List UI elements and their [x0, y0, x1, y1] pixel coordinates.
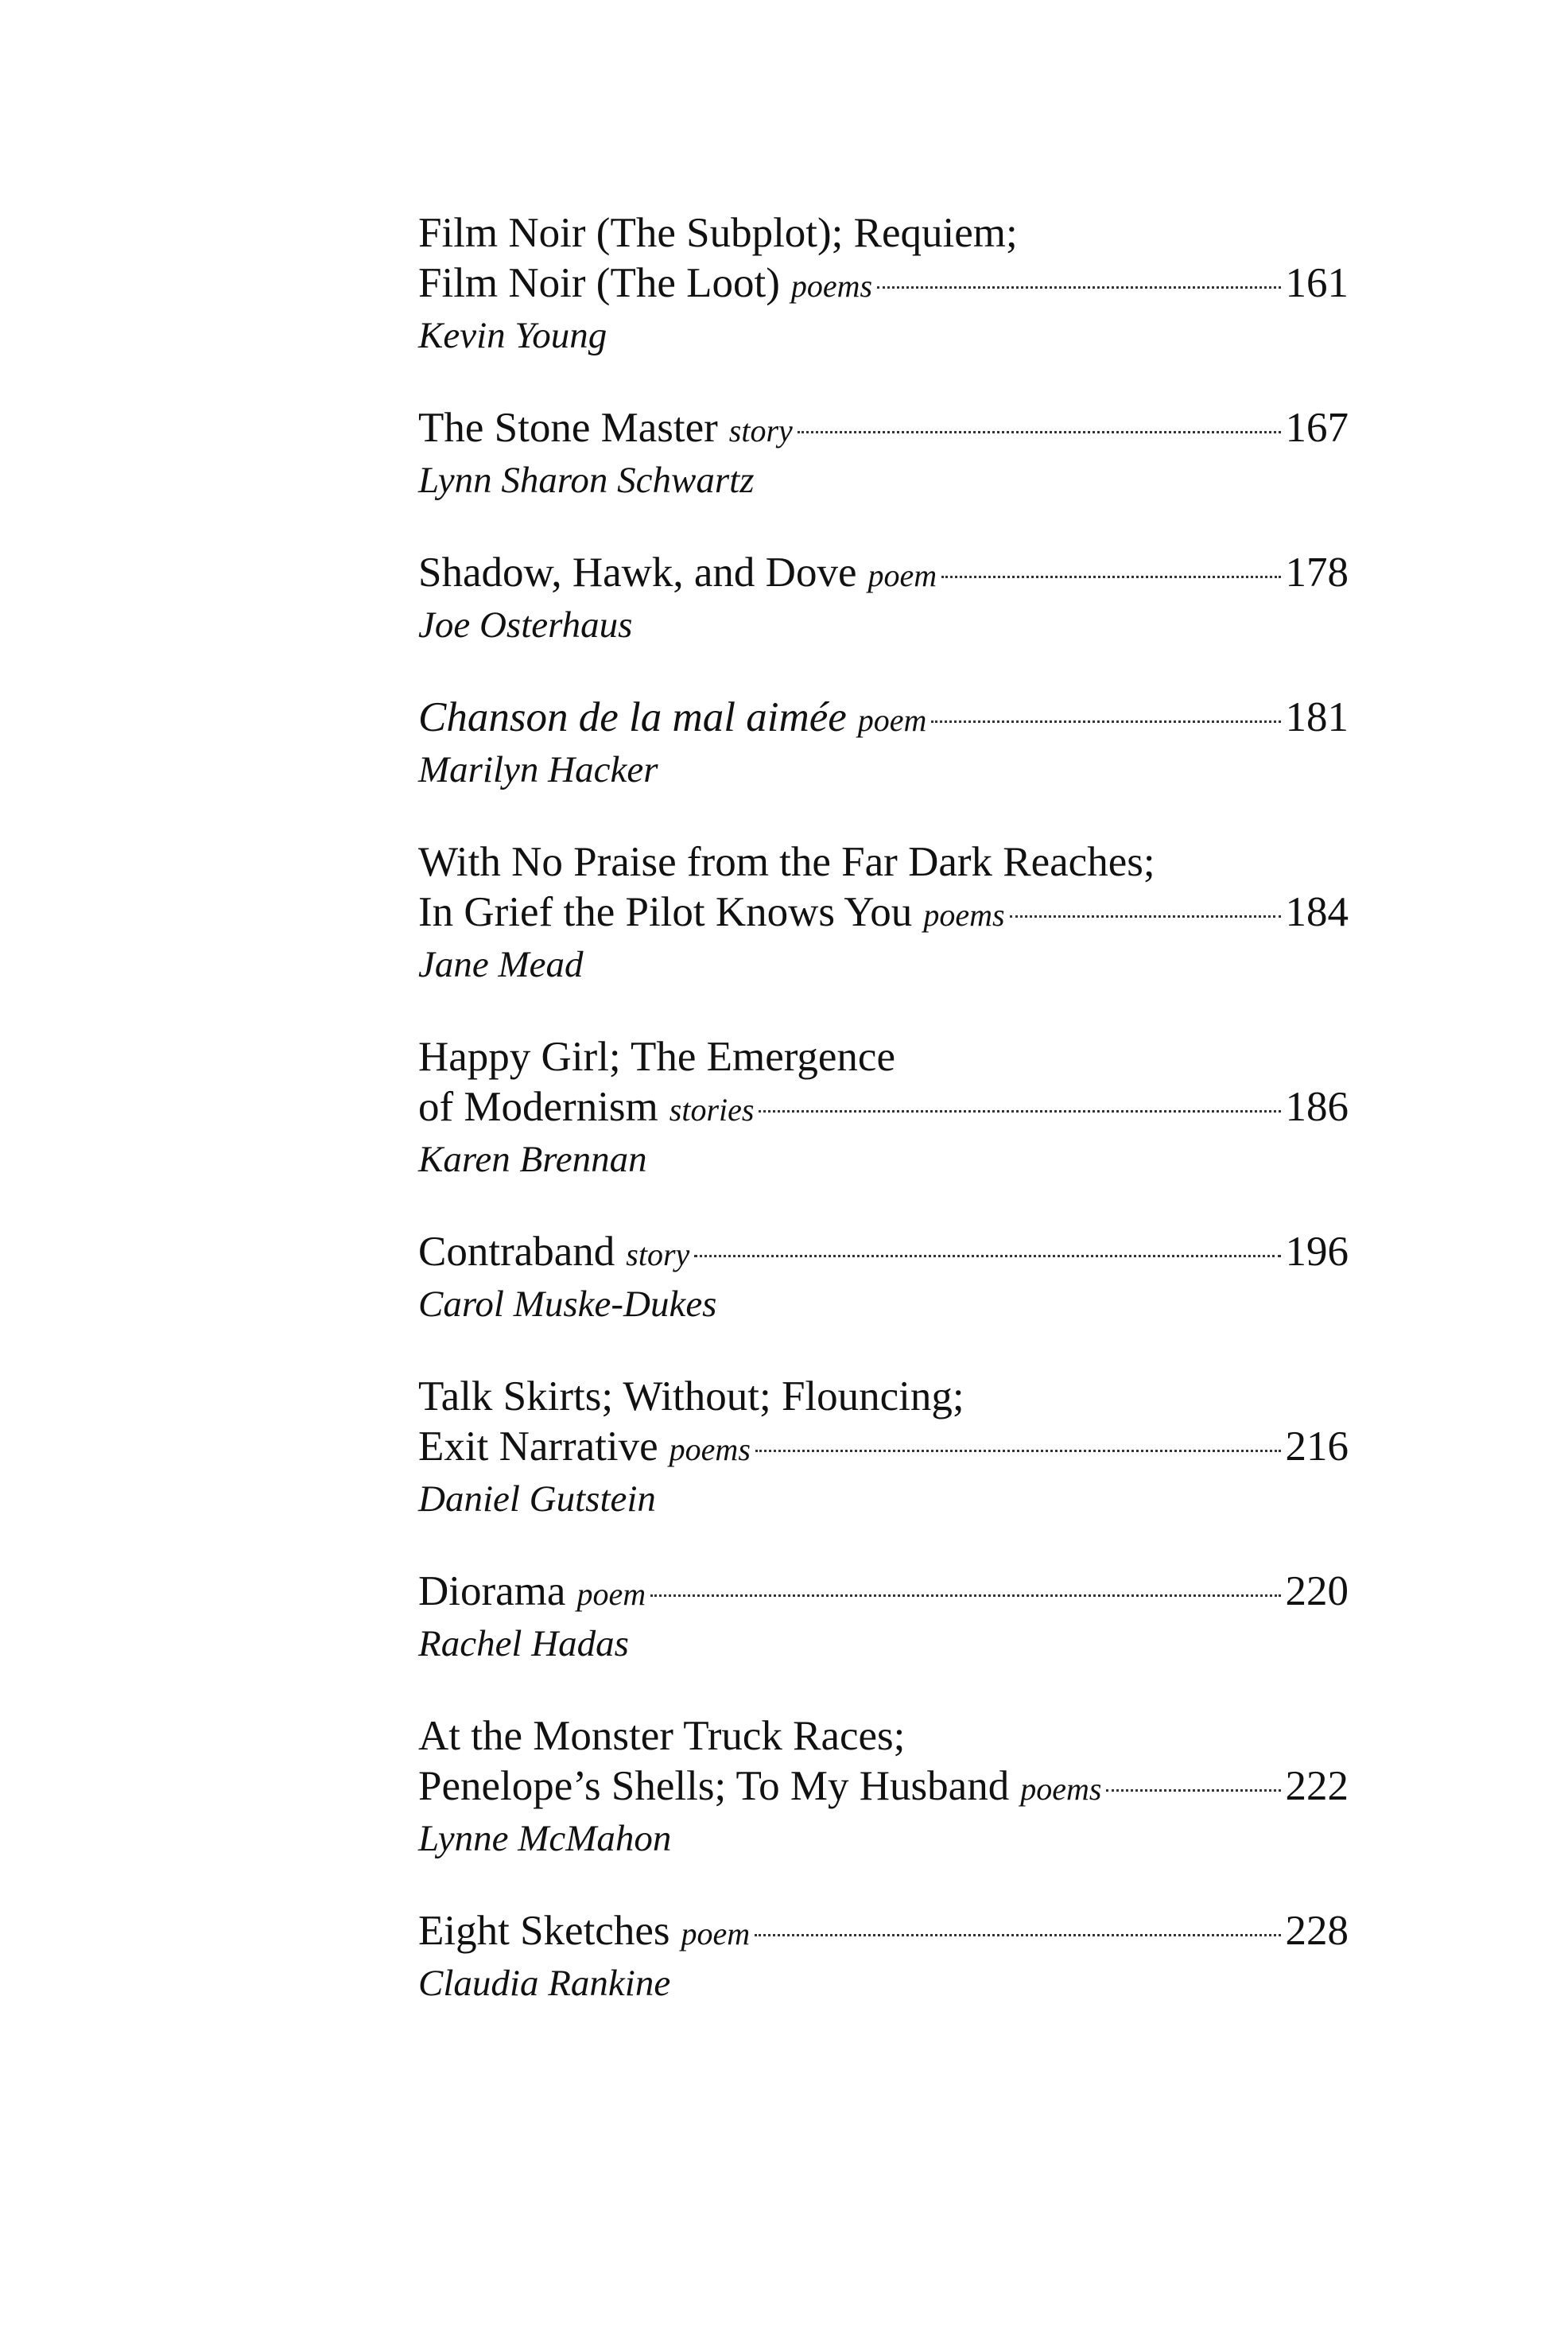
entry-author: Joe Osterhaus	[418, 604, 633, 646]
entry-title-row	[418, 1082, 1349, 1135]
entry-genre: poems	[790, 268, 873, 304]
entry-author: Rachel Hadas	[418, 1623, 629, 1664]
page-number: 216	[1285, 1423, 1349, 1470]
dot-leader	[877, 286, 1280, 289]
entry-author: Jane Mead	[418, 944, 584, 985]
entry-title: Contraband	[418, 1229, 615, 1275]
dot-leader	[1106, 1789, 1280, 1792]
page-number: 196	[1285, 1229, 1349, 1275]
entry-title-row	[418, 258, 1349, 311]
toc-entry	[418, 1372, 1349, 1522]
dot-leader	[755, 1450, 1281, 1452]
entry-author: Lynne McMahon	[418, 1818, 672, 1859]
entry-title: Chanson de la mal aimée	[418, 694, 847, 740]
dot-leader	[1010, 915, 1281, 918]
dot-leader	[931, 720, 1280, 723]
page-number: 181	[1285, 694, 1349, 740]
entry-genre: story	[626, 1237, 690, 1272]
entry-title-row	[418, 1761, 1349, 1814]
toc-entry	[418, 1711, 1349, 1862]
page-number: 167	[1285, 405, 1349, 451]
entry-author: Karen Brennan	[418, 1139, 647, 1180]
toc-entry	[418, 1032, 1349, 1183]
toc-entry	[418, 403, 1349, 503]
entry-author: Daniel Gutstein	[418, 1478, 656, 1520]
table-of-contents	[418, 208, 1349, 2006]
entry-genre: poem	[576, 1576, 646, 1612]
page-number: 161	[1285, 260, 1349, 306]
entry-genre: poem	[867, 557, 937, 593]
toc-entry	[418, 693, 1349, 793]
entry-title-row	[418, 403, 1349, 456]
entry-genre: poem	[681, 1916, 751, 1951]
page-number: 228	[1285, 1908, 1349, 1954]
page-number: 186	[1285, 1084, 1349, 1130]
entry-title: Exit Narrative	[418, 1423, 658, 1470]
entry-title-row	[418, 1227, 1349, 1280]
entry-title: In Grief the Pilot Knows You	[418, 889, 913, 935]
entry-genre: poems	[669, 1431, 751, 1467]
entry-author: Kevin Young	[418, 315, 607, 356]
dot-leader	[941, 576, 1280, 578]
page-number: 222	[1285, 1763, 1349, 1809]
entry-title: Eight Sketches	[418, 1908, 670, 1954]
dot-leader	[694, 1255, 1280, 1257]
entry-genre: poem	[857, 702, 927, 738]
page-number: 178	[1285, 550, 1349, 596]
toc-entry	[418, 837, 1349, 988]
entry-title-row	[418, 1906, 1349, 1959]
entry-author: Carol Muske-Dukes	[418, 1284, 717, 1325]
dot-leader	[755, 1934, 1280, 1936]
toc-entry	[418, 1906, 1349, 2006]
entry-genre: poems	[923, 897, 1005, 933]
entry-title-line: At the Monster Truck Races;	[418, 1713, 906, 1759]
entry-title: The Stone Master	[418, 405, 718, 451]
entry-title-row	[418, 548, 1349, 600]
toc-entry	[418, 1227, 1349, 1327]
entry-genre: story	[728, 413, 793, 449]
toc-entry	[418, 208, 1349, 359]
toc-entry	[418, 1567, 1349, 1667]
entry-author: Claudia Rankine	[418, 1963, 671, 2004]
dot-leader	[798, 431, 1281, 433]
entry-title-line: Film Noir (The Subplot); Requiem;	[418, 210, 1018, 256]
entry-title-row	[418, 887, 1349, 940]
entry-title-row	[418, 1567, 1349, 1619]
entry-author: Marilyn Hacker	[418, 749, 658, 790]
page-number: 184	[1285, 889, 1349, 935]
entry-title: Diorama	[418, 1568, 566, 1614]
entry-title-line: With No Praise from the Far Dark Reaches;	[418, 839, 1155, 885]
entry-title-row	[418, 1422, 1349, 1474]
entry-genre: poems	[1020, 1771, 1102, 1807]
entry-author: Lynn Sharon Schwartz	[418, 460, 755, 501]
entry-title: Film Noir (The Loot)	[418, 260, 780, 306]
page-number: 220	[1285, 1568, 1349, 1614]
entry-title-row	[418, 693, 1349, 745]
entry-title: of Modernism	[418, 1084, 658, 1130]
entry-title-line: Happy Girl; The Emergence	[418, 1034, 895, 1080]
dot-leader	[759, 1110, 1280, 1113]
entry-title: Penelope’s Shells; To My Husband	[418, 1763, 1010, 1809]
entry-title: Shadow, Hawk, and Dove	[418, 550, 857, 596]
entry-genre: stories	[669, 1092, 755, 1128]
dot-leader	[650, 1594, 1280, 1597]
entry-title-line: Talk Skirts; Without; Flouncing;	[418, 1373, 964, 1419]
toc-entry	[418, 548, 1349, 648]
